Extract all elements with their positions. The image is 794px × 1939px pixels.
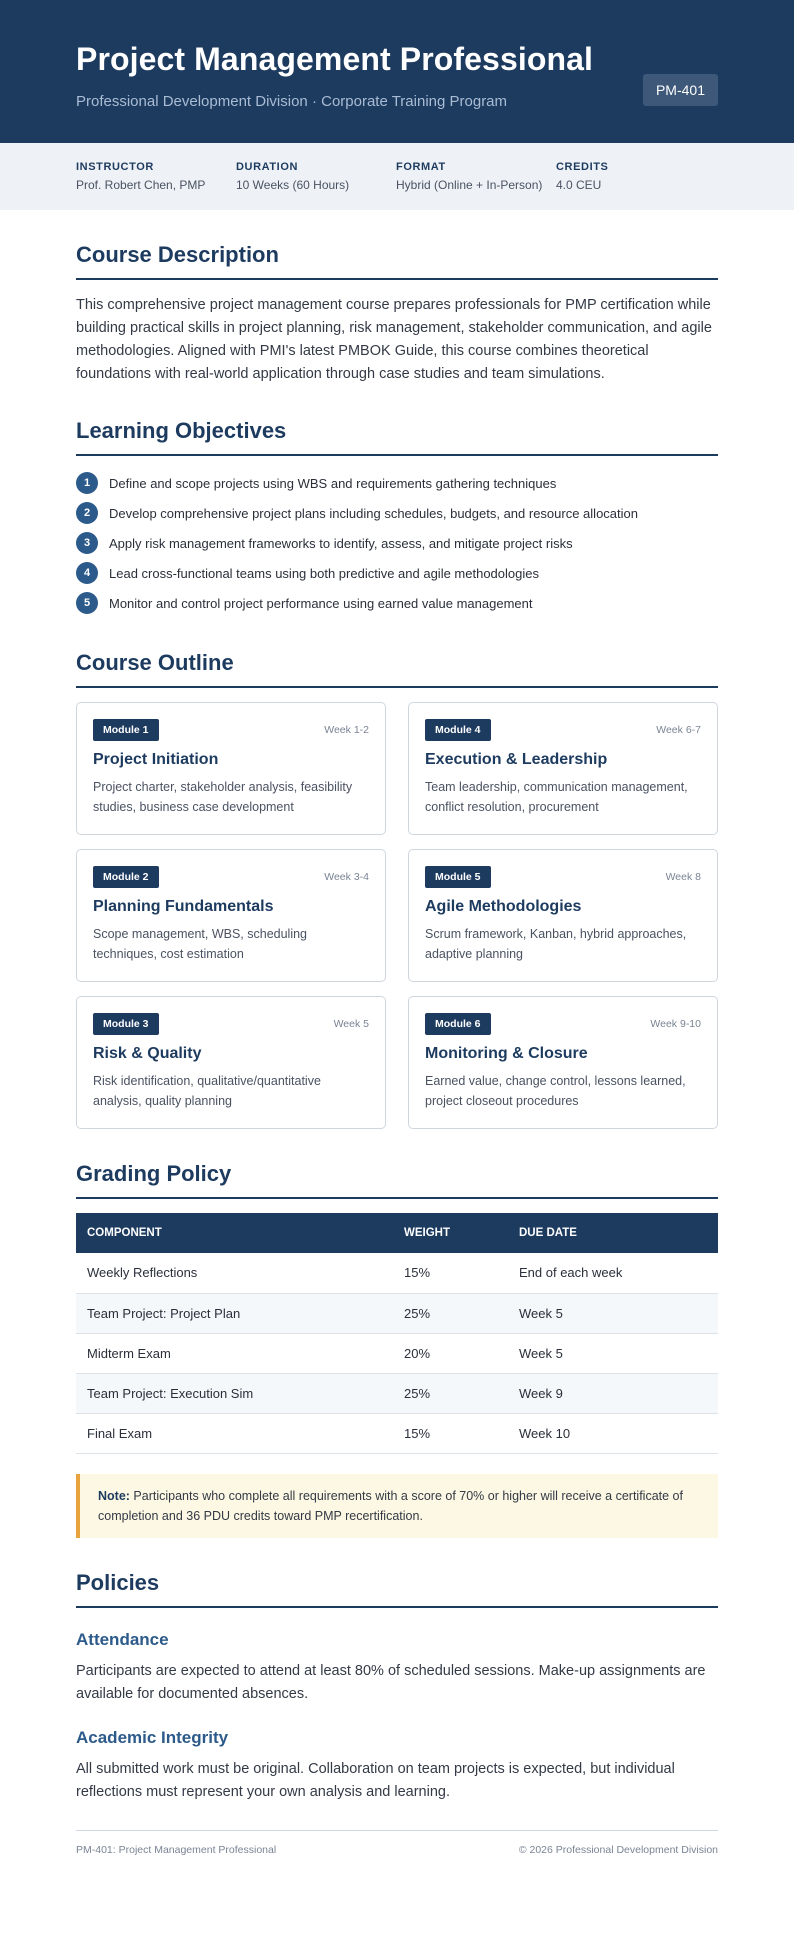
module-badge: Module 5 [425,866,491,888]
section-heading: Learning Objectives [76,418,718,456]
table-cell: Week 9 [508,1373,718,1413]
column-header: COMPONENT [87,1227,162,1239]
module-card [76,849,386,982]
table-cell: Week 5 [508,1333,718,1373]
footer-course-label: PM-401: Project Management Professional [76,1843,277,1856]
table-cell: Week 10 [508,1413,718,1453]
table-cell: Weekly Reflections [76,1253,393,1293]
module-description: Project charter, stakeholder analysis, feasibility studies, business case development [93,780,353,814]
module-week: Week 6-7 [656,724,701,736]
meta-value: 10 Weeks (60 Hours) [236,178,350,192]
grading-policy-section [76,1161,718,1538]
section-heading: Course Description [76,242,718,280]
module-title: Project Initiation [93,751,219,768]
attendance-heading: Attendance [76,1629,169,1649]
objectives-list [76,468,718,618]
list-item [76,558,718,588]
course-meta-bar [0,143,794,210]
module-card [76,702,386,835]
meta-value: 4.0 CEU [556,178,602,192]
table-row [76,1333,718,1373]
note-label: Note: [98,1488,130,1503]
objective-text: Apply risk management frameworks to identify, assess, and mitigate project risks [109,535,573,551]
module-badge: Module 1 [93,719,159,741]
table-cell: Team Project: Project Plan [76,1293,393,1333]
module-week: Week 5 [333,1018,369,1030]
module-card [76,996,386,1129]
main-content [0,242,794,1890]
module-week: Week 1-2 [324,724,369,736]
table-cell: End of each week [508,1253,718,1293]
table-cell: 25% [393,1293,508,1333]
objective-number: 1 [76,472,98,494]
meta-credits [556,161,716,210]
meta-label: INSTRUCTOR [76,161,154,173]
table-cell: Final Exam [76,1413,393,1453]
column-header: WEIGHT [404,1227,450,1239]
list-item [76,498,718,528]
objective-number: 3 [76,532,98,554]
table-header-row [76,1213,718,1253]
academic-integrity-text: All submitted work must be original. Collaboration on team projects is expected, but individual reflections must represent your own analysis and learning. [76,1760,675,1800]
meta-format [396,161,556,210]
table-cell: 25% [393,1373,508,1413]
module-badge: Module 3 [93,1013,159,1035]
objective-number: 2 [76,502,98,524]
meta-label: DURATION [236,161,299,173]
table-cell: Midterm Exam [76,1333,393,1373]
table-cell: Week 5 [508,1293,718,1333]
section-heading: Grading Policy [76,1161,718,1199]
table-cell: Team Project: Execution Sim [76,1373,393,1413]
academic-integrity-heading: Academic Integrity [76,1727,229,1747]
module-card [408,849,718,982]
module-card [408,702,718,835]
module-description: Scrum framework, Kanban, hybrid approaches, adaptive planning [425,927,687,961]
module-title: Agile Methodologies [425,898,582,915]
table-row [76,1293,718,1333]
section-heading: Policies [76,1570,718,1608]
course-subtitle: Professional Development Division · Corporate Training Program [76,93,508,110]
objective-text: Monitor and control project performance using earned value management [109,595,533,611]
table-cell: 15% [393,1413,508,1453]
objective-number: 4 [76,562,98,584]
module-description: Team leadership, communication management, conflict resolution, procurement [425,780,688,814]
objective-text: Define and scope projects using WBS and requirements gathering techniques [109,475,557,491]
module-title: Execution & Leadership [425,751,608,768]
certificate-note [76,1474,718,1538]
module-grid [76,702,718,1129]
list-item [76,468,718,498]
module-badge: Module 6 [425,1013,491,1035]
meta-value: Hybrid (Online + In-Person) [396,178,543,192]
table-cell: 20% [393,1333,508,1373]
list-item [76,588,718,618]
module-week: Week 8 [665,871,701,883]
meta-label: CREDITS [556,161,609,173]
policies-section [76,1570,718,1804]
table-cell: 15% [393,1253,508,1293]
note-text: Participants who complete all requirements with a score of 70% or higher will receive a certificate of completion and 36 PDU credits toward PMP recertification. [98,1488,683,1523]
description-text: This comprehensive project management course prepares professionals for PMP certification while building practical skills in project planning, risk management, stakeholder communication, and agile methodologies. Aligned with PMI's latest PMBOK Guide, this course combines theoretical foundations with real-world application through case studies and team simulations. [76,297,712,382]
attendance-text: Participants are expected to attend at least 80% of scheduled sessions. Make-up assignments are available for documented absences. [76,1662,706,1702]
module-week: Week 9-10 [650,1018,701,1030]
section-heading: Course Outline [76,650,718,688]
meta-value: Prof. Robert Chen, PMP [76,178,206,192]
table-row [76,1413,718,1453]
module-description: Scope management, WBS, scheduling techniques, cost estimation [93,927,308,961]
module-title: Risk & Quality [93,1045,202,1062]
page-footer [76,1830,718,1890]
course-code-badge: PM-401 [643,74,718,106]
objective-text: Lead cross-functional teams using both predictive and agile methodologies [109,565,539,581]
page-header [0,0,794,143]
course-title: Project Management Professional [76,41,594,77]
module-description: Earned value, change control, lessons learned, project closeout procedures [425,1074,686,1108]
module-week: Week 3-4 [324,871,369,883]
meta-duration [236,161,396,210]
list-item [76,528,718,558]
learning-objectives-section [76,418,718,618]
module-title: Monitoring & Closure [425,1045,588,1062]
course-description-section [76,242,718,386]
table-row [76,1253,718,1293]
meta-label: FORMAT [396,161,446,173]
module-card [408,996,718,1129]
module-badge: Module 4 [425,719,491,741]
module-title: Planning Fundamentals [93,898,274,915]
course-outline-section [76,650,718,1129]
table-row [76,1373,718,1413]
module-description: Risk identification, qualitative/quantitative analysis, quality planning [93,1074,321,1108]
column-header: DUE DATE [519,1227,577,1239]
grading-table [76,1213,718,1454]
footer-copyright: © 2026 Professional Development Division [518,1843,718,1856]
meta-instructor [76,161,236,210]
objective-text: Develop comprehensive project plans including schedules, budgets, and resource allocation [109,505,638,521]
module-badge: Module 2 [93,866,159,888]
objective-number: 5 [76,592,98,614]
